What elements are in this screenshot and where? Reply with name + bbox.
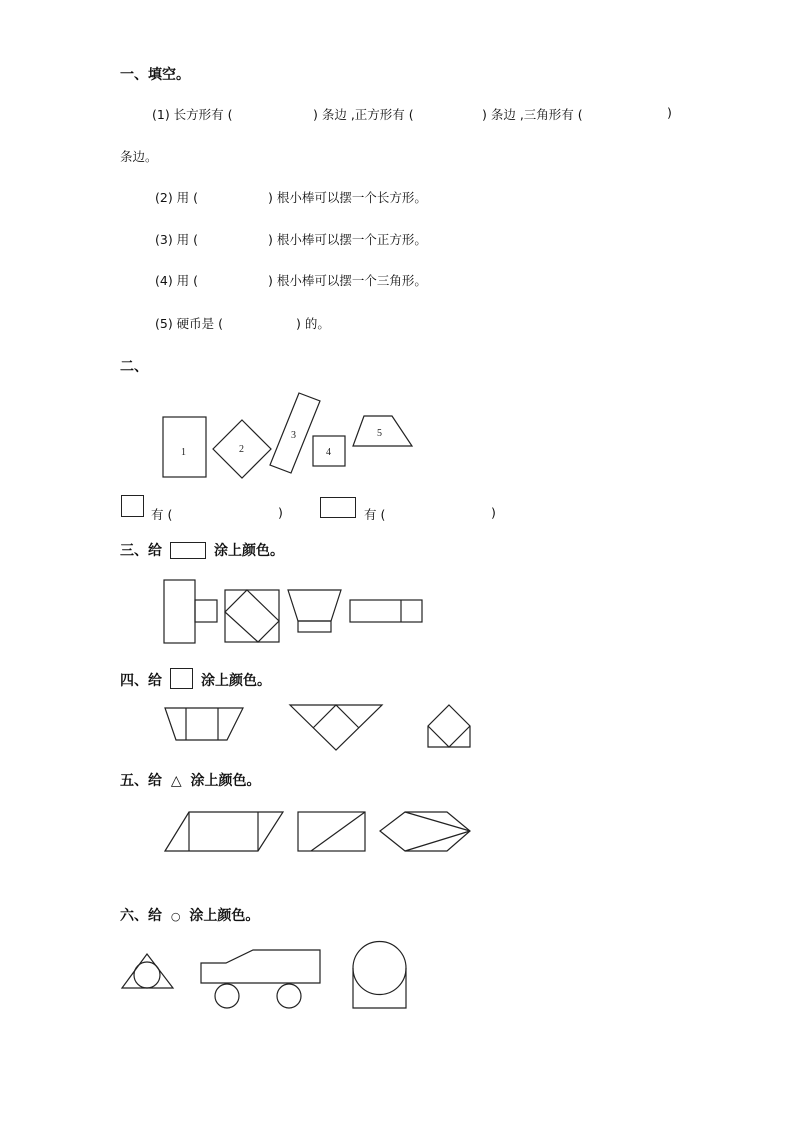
q1-prefix: (1) 长方形有 ( [152, 107, 233, 122]
figure-1-rectangle[interactable] [163, 417, 206, 477]
q5-prefix: (5) 硬币是 ( [155, 316, 224, 331]
section3-figure-d[interactable] [350, 600, 422, 622]
figure-3-label: 3 [291, 430, 296, 441]
q3-suffix: ) 根小棒可以摆一个正方形。 [268, 232, 427, 247]
q1-close: ) [667, 105, 672, 120]
section3-figure-b[interactable] [225, 590, 279, 642]
q2-prefix: (2) 用 ( [155, 190, 199, 205]
figure-2-square-rotated[interactable] [213, 420, 271, 478]
figure-4-square[interactable] [313, 436, 345, 466]
section6-figure-triangle-circle[interactable] [122, 954, 173, 988]
q5-suffix: ) 的。 [296, 316, 330, 331]
figure-2-label: 2 [239, 444, 244, 455]
circle-icon: ○ [170, 910, 181, 923]
section6-heading-suffix: 涂上颜色。 [189, 908, 260, 924]
section6-figure-circle-box[interactable] [353, 942, 406, 1009]
q1-mid2: ) 条边 ,三角形有 ( [482, 107, 583, 122]
q1-mid1: ) 条边 ,正方形有 ( [313, 107, 414, 122]
section6-figures [122, 942, 406, 1009]
section1-heading: 一、填空。 [120, 67, 190, 83]
section4-heading-suffix: 涂上颜色。 [201, 673, 271, 689]
section4-heading-prefix: 四、给 [120, 673, 162, 689]
section5-figure-a[interactable] [165, 812, 283, 851]
section5-figure-b[interactable] [298, 812, 365, 851]
section5-heading-suffix: 涂上颜色。 [190, 773, 261, 789]
answer-rect-close: ) [491, 505, 496, 520]
q4-prefix: (4) 用 ( [155, 273, 199, 288]
answer-square-close: ) [278, 505, 283, 520]
section5-figures [165, 812, 470, 851]
triangle-icon: △ [170, 773, 182, 789]
section6-figure-car[interactable] [201, 950, 320, 1008]
section6-heading-prefix: 六、给 [120, 908, 162, 924]
section4-figures [165, 705, 470, 750]
section3-figure-c[interactable] [288, 590, 341, 632]
section5-figure-c[interactable] [380, 812, 470, 851]
section5-heading-prefix: 五、给 [120, 773, 162, 789]
section3-heading-prefix: 三、给 [120, 543, 162, 559]
section2-figures [163, 393, 412, 478]
figure-1-label: 1 [181, 447, 186, 458]
figure-5-label: 5 [377, 428, 382, 439]
answer-rect-label: 有 ( [364, 507, 386, 522]
figure-5-trapezoid[interactable] [353, 416, 412, 446]
answer-square-label: 有 ( [151, 507, 173, 522]
section3-figures [164, 580, 422, 643]
section4-figure-c[interactable] [428, 705, 470, 747]
q4-suffix: ) 根小棒可以摆一个三角形。 [268, 273, 427, 288]
section4-figure-b[interactable] [290, 705, 382, 750]
section3-heading-suffix: 涂上颜色。 [214, 543, 284, 559]
section4-figure-a[interactable] [165, 708, 243, 740]
q2-suffix: ) 根小棒可以摆一个长方形。 [268, 190, 427, 205]
section3-figure-a[interactable] [164, 580, 217, 643]
q1-suffix: 条边。 [120, 149, 158, 164]
section2-heading: 二、 [120, 359, 148, 375]
q3-prefix: (3) 用 ( [155, 232, 199, 247]
figure-4-label: 4 [326, 447, 331, 458]
